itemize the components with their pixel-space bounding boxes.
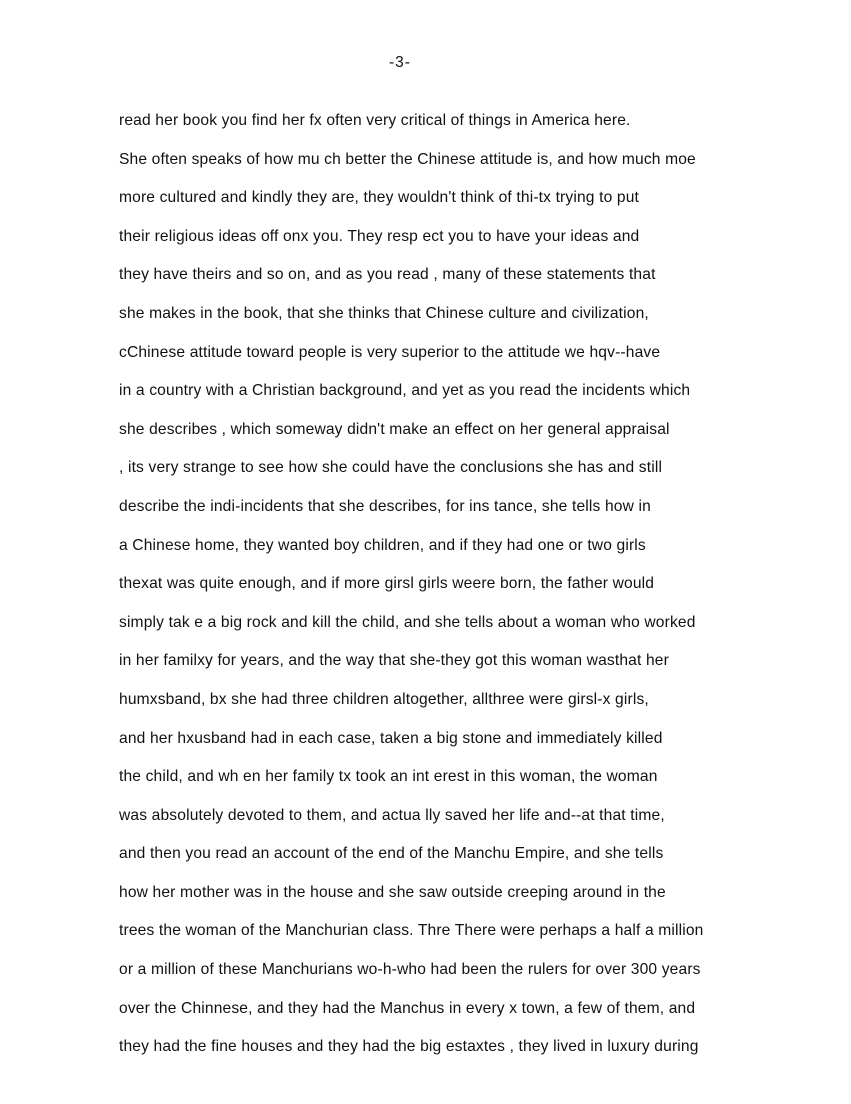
text-line: they had the fine houses and they had the big estaxtes , they lived in luxury during: [119, 1038, 699, 1056]
text-line: cChinese attitude toward people is very superior to the attitude we hqv--have: [119, 343, 661, 361]
text-line: a Chinese home, they wanted boy children, and if they had one or two girls: [119, 536, 646, 554]
page-number: -3-: [389, 54, 411, 71]
text-line: simply tak e a big rock and kill the child, and she tells about a woman who worked: [119, 613, 696, 631]
text-line: she makes in the book, that she thinks that Chinese culture and civilization,: [119, 304, 649, 322]
text-line: and then you read an account of the end of the Manchu Empire, and she tells: [119, 845, 664, 863]
text-line: the child, and wh en her family tx took an int erest in this woman, the woman: [119, 768, 658, 786]
text-line: thexat was quite enough, and if more girsl girls weere born, the father would: [119, 575, 655, 593]
text-line: She often speaks of how mu ch better the Chinese attitude is, and how much moe: [119, 150, 696, 168]
text-line: their religious ideas off onx you. They resp ect you to have your ideas and: [119, 227, 640, 245]
text-line: , its very strange to see how she could have the conclusions she has and still: [119, 459, 663, 477]
text-line: read her book you find her fx often very critical of things in America here.: [119, 112, 631, 129]
text-line: they have theirs and so on, and as you read , many of these statements that: [119, 266, 656, 284]
text-line: humxsband, bx she had three children altogether, allthree were girsl-x girls,: [119, 690, 649, 708]
text-line: in her familxy for years, and the way that she-they got this woman wasthat her: [119, 652, 669, 670]
text-line: how her mother was in the house and she saw outside creeping around in the: [119, 883, 666, 901]
text-line: and her hxusband had in each case, taken a big stone and immediately killed: [119, 729, 663, 747]
text-line: describe the indi-incidents that she describes, for ins tance, she tells how in: [119, 497, 651, 515]
text-line: she describes , which someway didn't make an effect on her general appraisal: [119, 420, 670, 438]
text-line: trees the woman of the Manchurian class. Thre There were perhaps a half a million: [119, 922, 704, 940]
text-line: in a country with a Christian background, and yet as you read the incidents which: [119, 382, 691, 400]
text-line: more cultured and kindly they are, they wouldn't think of thi-tx trying to put: [119, 189, 640, 207]
text-line: over the Chinnese, and they had the Manchus in every x town, a few of them, and: [119, 999, 696, 1017]
text-line: or a million of these Manchurians wo-h-who had been the rulers for over 300 years: [119, 961, 701, 979]
body-text: [119, 110, 839, 1075]
text-line: was absolutely devoted to them, and actua lly saved her life and--at that time,: [119, 806, 665, 824]
